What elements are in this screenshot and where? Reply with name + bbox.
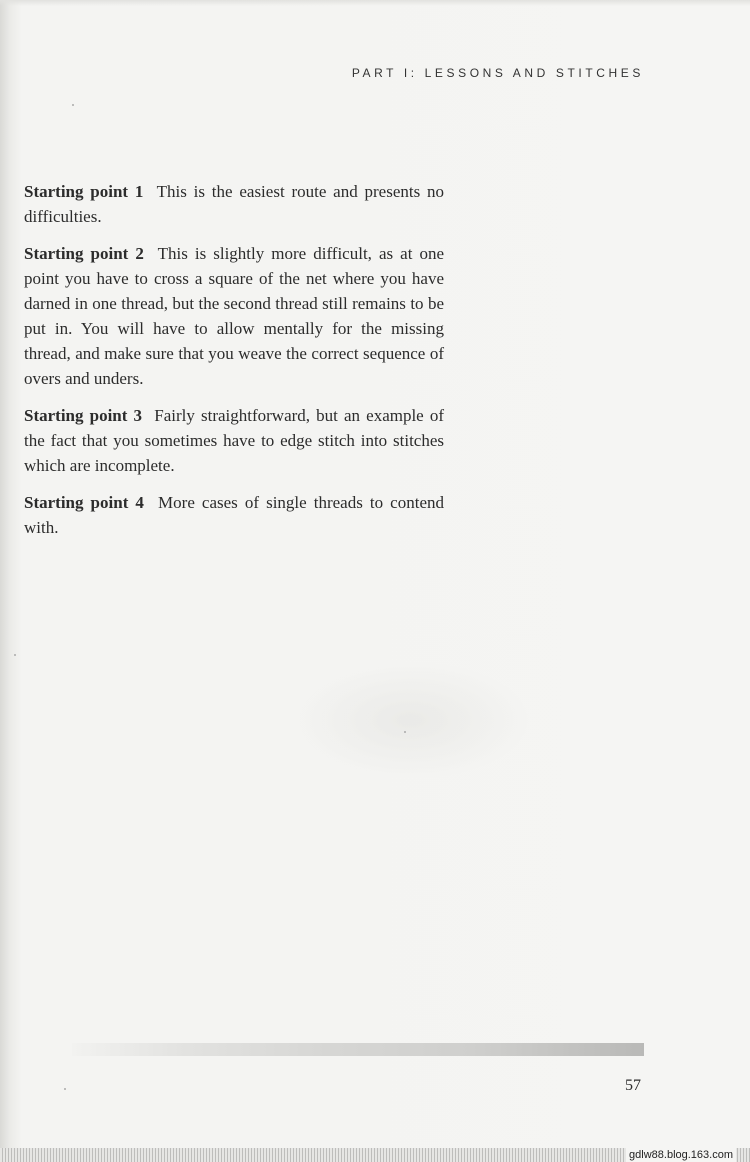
scan-speck (14, 654, 16, 656)
body-text (24, 179, 444, 552)
paragraph-lead: Starting point 1 (24, 182, 144, 201)
paragraph-text: This is the easiest route and presents no difficulties. (24, 182, 445, 226)
paragraph-lead: Starting point 4 (24, 493, 144, 512)
paragraph-text: This is slightly more difficult, as at one point you have to cross a square of the net where you have darned in one thread, but the second thread still remains to be put in. You will have to allow mentally for the missing thread, and make sure that you weave the correct sequence of overs and unders. (24, 244, 444, 388)
paragraph-starting-point-4 (24, 490, 444, 540)
paragraph-text: Fairly straightforward, but an example of the fact that you sometimes have to edge stitch into stitches which are incomplete. (24, 406, 445, 475)
paragraph-starting-point-1 (24, 179, 444, 229)
paragraph-lead: Starting point 2 (24, 244, 144, 263)
running-head: PART I: LESSONS AND STITCHES (351, 66, 644, 80)
watermark-text: gdlw88.blog.163.com (626, 1148, 736, 1162)
paragraph-starting-point-3 (24, 403, 444, 478)
gradient-rule-bar (72, 1043, 644, 1056)
paragraph-starting-point-2 (24, 241, 444, 391)
paragraph-lead: Starting point 3 (24, 406, 143, 425)
page-top-edge (0, 0, 750, 6)
scan-smudge (290, 660, 530, 780)
paragraph-text: More cases of single threads to contend with. (24, 493, 444, 537)
scan-speck (404, 731, 406, 733)
scan-speck (64, 1088, 66, 1090)
page-number: 57 (625, 1077, 641, 1094)
scan-speck (72, 104, 74, 106)
